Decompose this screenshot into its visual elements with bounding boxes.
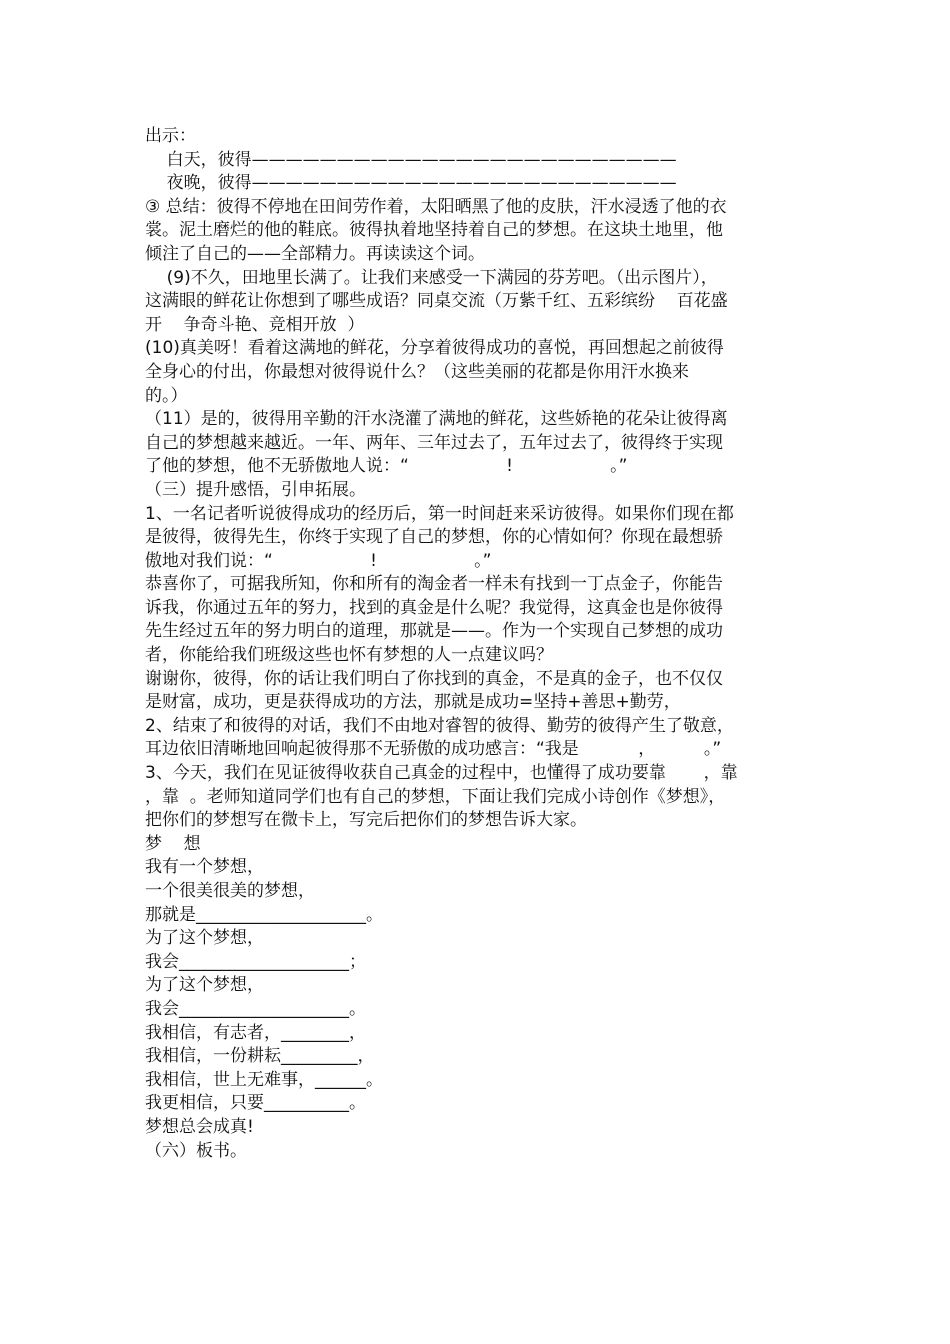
text-line: (9)不久，田地里长满了。让我们来感受一下满园的芬芳吧。（出示图片）， xyxy=(145,267,718,288)
text-line: (10)真美呀！看着这满地的鲜花，分享着彼得成功的喜悦，再回想起之前彼得 xyxy=(145,338,724,359)
poem-line: 我会____________________。 xyxy=(145,998,366,1019)
poem-line: 我相信，有志者，________， xyxy=(145,1022,366,1043)
text-line: 者，你能给我们班级这些也怀有梦想的人一点建议吗？ xyxy=(145,645,553,666)
text-line: 恭喜你了，可据我所知，你和所有的淘金者一样未有找到一丁点金子，你能告 xyxy=(145,574,723,595)
text-line: 出示： xyxy=(145,126,196,146)
section-heading: （六）板书。 xyxy=(145,1140,247,1161)
poem-line: 那就是____________________。 xyxy=(145,904,383,925)
text-line: 倾注了自己的——全部精力。再读读这个词。 xyxy=(145,243,485,264)
text-line: 全身心的付出，你最想对彼得说什么？（这些美丽的花都是你用汗水换来 xyxy=(145,361,689,382)
text-line: 2、结束了和彼得的对话，我们不由地对睿智的彼得、勤劳的彼得产生了敬意， xyxy=(145,715,734,736)
text-line: 谢谢你，彼得，你的话让我们明白了你找到的真金，不是真的金子，也不仅仅 xyxy=(145,668,723,689)
text-line: 这满眼的鲜花让你想到了哪些成语？同桌交流（万紫千红、五彩缤纷 百花盛 xyxy=(145,291,728,312)
text-line: 自己的梦想越来越近。一年、两年、三年过去了，五年过去了，彼得终于实现 xyxy=(145,432,723,453)
section-heading: （三）提升感悟，引申拓展。 xyxy=(145,479,366,500)
text-line: 先生经过五年的努力明白的道理，那就是——。作为一个实现自己梦想的成功 xyxy=(145,621,723,642)
poem-line: 我更相信，只要__________。 xyxy=(145,1093,366,1114)
text-line: 白天，彼得————————————————————————— xyxy=(145,149,677,170)
poem-line: 为了这个梦想， xyxy=(145,928,264,949)
text-line: 是彼得，彼得先生，你终于实现了自己的梦想，你的心情如何？你现在最想骄 xyxy=(145,527,723,548)
text-line: 了他的梦想，他不无骄傲地人说：“ ! 。” xyxy=(145,456,628,477)
text-line: 是财富，成功，更是获得成功的方法，那就是成功=坚持+善思+勤劳， xyxy=(145,692,681,713)
poem-line: 我相信，一份耕耘_________， xyxy=(145,1046,375,1067)
poem-line: 我相信，世上无难事，______。 xyxy=(145,1069,383,1090)
poem-line: 为了这个梦想， xyxy=(145,975,264,996)
text-line: 开 争奇斗艳、竞相开放 ） xyxy=(145,314,365,335)
poem-title: 梦 想 xyxy=(145,833,201,854)
poem-line: 我会____________________； xyxy=(145,951,366,972)
document-page xyxy=(145,125,810,1163)
text-line: 3、今天，我们在见证彼得收获自己真金的过程中，也懂得了成功要靠 ，靠 xyxy=(145,763,738,784)
text-line: 把你们的梦想写在微卡上，写完后把你们的梦想告诉大家。 xyxy=(145,810,587,831)
text-line: 诉我，你通过五年的努力，找到的真金是什么呢？我觉得，这真金也是你彼得 xyxy=(145,597,723,618)
text-line: ，靠 。老师知道同学们也有自己的梦想，下面让我们完成小诗创作《梦想》， xyxy=(145,786,726,807)
poem-line: 一个很美很美的梦想， xyxy=(145,881,315,901)
poem-line: 我有一个梦想， xyxy=(145,857,264,878)
text-line: 夜晚，彼得————————————————————————— xyxy=(145,173,677,194)
text-line: 的。） xyxy=(145,385,188,406)
text-line: 耳边依旧清晰地回响起彼得那不无骄傲的成功感言：“我是 ， 。” xyxy=(145,739,722,760)
text-line: ③ 总结：彼得不停地在田间劳作着，太阳晒黑了他的皮肤，汗水浸透了他的衣 xyxy=(145,196,727,217)
text-line: 1、一名记者听说彼得成功的经历后，第一时间赶来采访彼得。如果你们现在都 xyxy=(145,503,734,524)
text-line: 傲地对我们说：“ ! 。” xyxy=(145,550,492,571)
text-line: 裳。泥土磨烂的他的鞋底。彼得执着地坚持着自己的梦想。在这块土地里，他 xyxy=(145,220,723,241)
poem-line: 梦想总会成真! xyxy=(145,1116,254,1137)
text-line: （11）是的，彼得用辛勤的汗水浇灌了满地的鲜花，这些娇艳的花朵让彼得离 xyxy=(145,409,728,430)
